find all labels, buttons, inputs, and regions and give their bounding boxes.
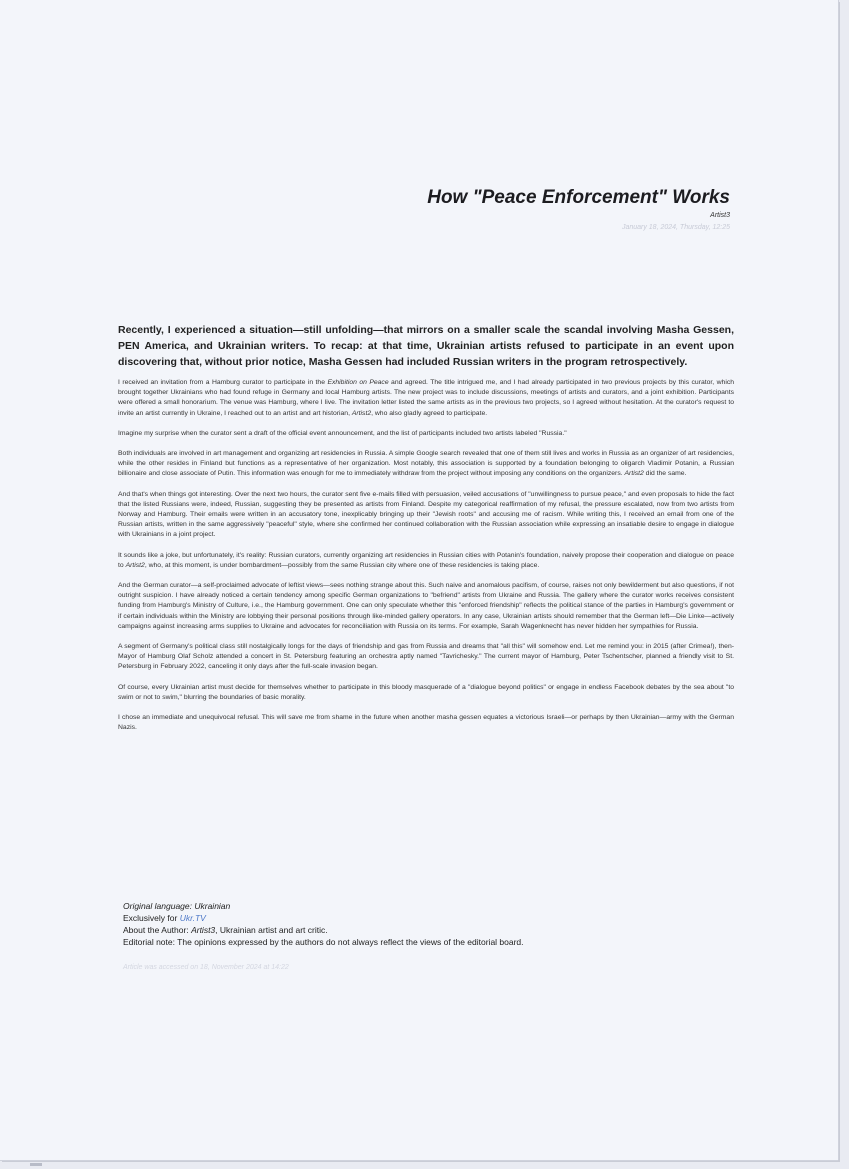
exclusive-line: [123, 912, 723, 924]
paragraph-1: [118, 378, 734, 419]
paragraph-7: A segment of Germany's political class still nostalgically longs for the days of friendship and gas from Russia and dreams that "all this" will somehow end. Let me remind you: in 2015 (after Crimea!), then-Mayor of Hamburg Olaf Scholz attended a concert in St. Petersburg featuring an orchestra aptly named "Tavrichesky." The current mayor of Hamburg, Peter Tschentscher, planned a friendly visit to St. Petersburg in February 2022, canceling it only days after the full-scale invasion began.: [118, 643, 734, 671]
scan-mark: [30, 1163, 42, 1166]
ukrtv-link[interactable]: Ukr.TV: [179, 913, 206, 923]
text-span: and agreed. The title intrigued me, and I had already participated in two previous projects by this curator, which brought together Ukrainians who had found refuge in Germany and local Hamburg artists. The new project was to include discussions, meetings of artists and curators, and a joint exhibition. Participants were offered a small honorarium. The venue was Hamburg, where I live. The invitation letter listed the same artists as in the previous two projects, so I agreed without hesitation. At the curator's request to invite an artist currently in Ukraine, I reached out to an artist and art historian,: [118, 379, 735, 417]
about-author: [123, 924, 723, 936]
paragraph-5: [118, 551, 734, 571]
original-language: [123, 900, 723, 912]
paragraph-4: And that's when things got interesting. Over the next two hours, the curator sent five e-mails filled with persuasion, veiled accusations of "unwillingness to pursue peace," and even proposals to hide the fact that the listed Russians were, indeed, Russian, suggesting they be presented as artists from Finland. Despite my categorical reaffirmation of my refusal, the pressure escalated, now from two artists from Norway and Hamburg. Their emails were written in an accusatory tone, inexplicably bringing up their "Jewish roots" and accusing me of racism. While writing this, I received an email from one of the Russian artists, written in the same aggressively "peaceful" style, where she confirmed her continued collaboration with the Russian association while expressing an insatiable desire to engage in dialogue with Ukrainians in a joint project.: [118, 490, 734, 539]
original-language-text: Original language: Ukrainian: [123, 901, 231, 911]
text-span: I received an invitation from a Hamburg curator to participate in the: [118, 379, 328, 386]
paragraph-3: [118, 449, 734, 480]
page-bottom-edge: [0, 1160, 838, 1161]
text-span: , who, at this moment, is under bombardment—possibly from the same Russian city where one of these residencies is taking place.: [144, 561, 540, 569]
article-header: [118, 187, 730, 232]
paragraph-6: And the German curator—a self-proclaimed advocate of leftist views—sees nothing strange about this. Such naive and anomalous pacifism, of course, raises not only bewilderment but also questions, if not outright suspicion. I have already noticed a certain tendency among specific German organizations to "befriend" artists from Ukraine and Russia. The gallery where the curator works receives consistent funding from Hamburg's Ministry of Culture, i.e., the Hamburg government. One can only speculate whether this "enforced friendship" reflects the political stance of the parties in Hamburg's government or if certain individuals within the Ministry are lobbying their personal positions through like-minded gallery operators. In any case, Ukrainian artists should remember that the German left—Die Linke—actively campaigns against increasing arms supplies to Ukraine and advocates for reconciliation with Russia on its terms. For example, Sarah Wagenknecht has never hidden her sympathies for Russia.: [118, 582, 734, 630]
article-author: Artist3: [710, 212, 730, 219]
text-span: It sounds like a joke, but unfortunately, it's reality: Russian curators, currently organizing art residencies in Russian cities with Potanin's foundation, naively propose their cooperation and dialogue on peace to: [118, 551, 734, 569]
about-suffix: , Ukrainian artist and art critic.: [215, 925, 328, 935]
text-span: , who also gladly agreed to participate.: [371, 409, 488, 417]
text-span: Both individuals are involved in art management and organizing art residencies in Russia. A simple Google search revealed that one of them still lives and works in Russia as an organizer of art residencies, while the other resides in Finland but functions as a representative of her organization. Most notably, this association is supported by a foundation belonging to oligarch Vladimir Potanin, a Russian billionaire and close associate of Putin. This information was enough for me to immediately withdraw from the project without imposing any conditions on the organizers.: [118, 450, 734, 478]
artist-name: Artist2: [351, 409, 372, 417]
artist-name: Artist2: [624, 470, 644, 478]
exhibition-name: Exhibition on Peace: [327, 379, 389, 386]
article-title: How "Peace Enforcement" Works: [427, 187, 730, 208]
article-body: [118, 378, 734, 743]
about-prefix: About the Author:: [123, 925, 192, 935]
exclusive-prefix: Exclusively for: [123, 913, 180, 923]
paragraph-8: Of course, every Ukrainian artist must decide for themselves whether to participate in this bloody masquerade of a "dialogue beyond politics" or engage in endless Facebook debates by the sea about "to swim or not to swim," blurring the boundaries of basic morality.: [118, 683, 734, 701]
paragraph-2: Imagine my surprise when the curator sent a draft of the official event announcement, and the list of participants included two artists labeled "Russia.": [118, 429, 567, 437]
accessed-note: Article was accessed on 18, November 2024 at 14:22: [123, 964, 289, 971]
article-footer: [123, 900, 723, 948]
about-author-name: Artist3: [191, 925, 216, 935]
paragraph-9: I chose an immediate and unequivocal refusal. This will save me from shame in the future when another masha gessen equates a victorious Israeli—or perhaps by then Ukrainian—army with the German Nazis.: [118, 714, 734, 732]
page-right-edge: [838, 0, 839, 1160]
editorial-note: Editorial note: The opinions expressed by the authors do not always reflect the views of the editorial board.: [123, 937, 524, 947]
text-span: did the same.: [643, 470, 687, 478]
article-lead: Recently, I experienced a situation—still unfolding—that mirrors on a smaller scale the scandal involving Masha Gessen, PEN America, and Ukrainian writers. To recap: at that time, Ukrainian artists refused to participate in an event upon discovering that, without prior notice, Masha Gessen had included Russian writers in the program retrospectively.: [118, 324, 734, 368]
article-date: January 18, 2024, Thursday, 12:25: [621, 224, 730, 231]
artist-name: Artist2: [125, 561, 145, 569]
